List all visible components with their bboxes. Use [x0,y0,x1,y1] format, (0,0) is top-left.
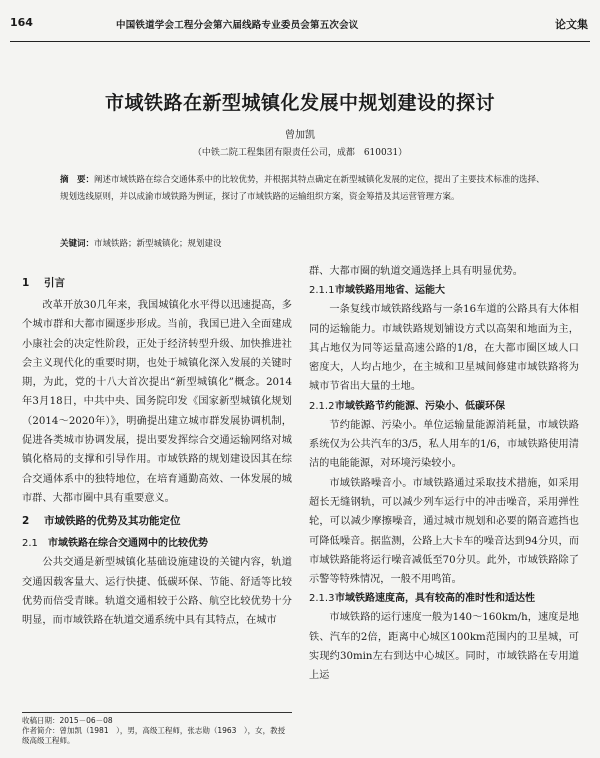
received-date: 收稿日期：2015－06－08 [22,716,113,725]
section-heading: 1 引言 [22,277,65,289]
keywords-label: 关键词： [60,239,95,249]
keywords-text: 市域铁路；新型城镇化；规划建设 [94,239,222,249]
paragraph: 改革开放30几年来，我国城镇化水平得以迅速提高，多个城市群和大都市圈逐步形成。当前，我国已进入全面建成小康社会的决定性阶段，正处于经济转型升级、加快推进社会主义现代化的重要时期，也处于城镇化深入发展的关键时期，为此，党的十八大首次提出“新型城镇化”概念。2014年3月18日，中共中央、国务院印发《国家新型城镇化规划（2014～2020年）》，明确提出建立城市群发展协调机制，促进各类城市协调发展，提出要发挥综合交通运输网络对城镇化格局的支撑和引导作用。市域铁路的规划建设因其在综合交通体系中的独特地位，在培育通勤高效、一体发展的城市群、大都市圈中具有重要意义。 [22,300,292,504]
subsection-heading: 2.1 市域铁路在综合交通网中的比较优势 [22,538,208,550]
abstract [60,172,550,206]
section-label: 论文集 [555,18,588,31]
right-column [309,262,579,686]
paragraph: 公共交通是新型城镇化基础设施建设的关键内容，轨道交通因载客量大、运行快捷、低碳环保、节能、舒适等比较优势而倍受青睐。轨道交通相较于公路、航空比较优势十分明显，而市域铁路在轨道交通系统中具有其特点，在城市 [22,557,292,627]
header-rule [10,41,590,42]
left-column [22,270,292,630]
paragraph: 节约能源、污染小。单位运输量能源消耗量，市域铁路系统仅为公共汽车的3/5，私人用车的1/6，市域铁路使用清洁的电能能源，对环境污染较小。 [309,419,579,470]
conference-name: 中国铁道学会工程分会第六届线路专业委员会第五次会议 [116,20,359,31]
footnote [22,712,292,746]
section-heading: 2 市域铁路的优势及其功能定位 [22,515,181,528]
author: 曾加凯 [285,130,315,141]
keywords [60,236,550,253]
paragraph: 一条复线市域铁路线路与一条16车道的公路具有大体相同的运输能力。市域铁路规划铺设方式以高架和地面为主，其占地仅为同等运量高速公路的1/8，在大都市圈区域人口密度大，人均占地少，在主城和卫星城间修建市域铁路将为城市节省出大量的土地。 [309,304,579,393]
subsection-heading: 2.1.3市域铁路速度高，具有较高的准时性和适达性 [309,593,535,605]
page-number: 164 [10,16,33,29]
paragraph: 市域铁路的运行速度一般为140～160km/h，速度是地铁、汽车的2倍，距离中心城区100km范围内的卫星城，可实现约30min左右到达中心城区。同时，市域铁路在专用道上运 [309,612,579,682]
author-bio: 作者简介：曾加凯（1981 ），男，高级工程师，张志勋（1963 ），女，教授级高级工程师。 [22,726,286,745]
subsection-heading: 2.1.2市域铁路节约能源、污染小、低碳环保 [309,400,505,412]
paragraph: 市域铁路噪音小。市域铁路通过采取技术措施，如采用超长无缝钢轨，可以减少列车运行中的冲击噪音，采用弹性轮，可以减少摩擦噪音，通过城市规划和必要的隔音遮挡也可降低噪音。据监测，公路上大卡车的噪音达到94分贝，而市域铁路能将运行噪音减低至70分贝。此外，市域铁路除了示警等特殊情况，一般不用鸣笛。 [309,477,579,586]
paper-title: 市域铁路在新型城镇化发展中规划建设的探讨 [104,92,495,114]
paragraph: 群、大都市圈的轨道交通选择上具有明显优势。 [309,266,523,277]
abstract-text: 阐述市域铁路在综合交通体系中的比较优势，并根据其特点确定在新型城镇化发展的定位，提出了主要技术标准的选择、规划选线原则，并以成渝市域铁路为例证，探讨了市域铁路的运输组织方案，资金筹措及其运营管理方案。 [60,175,545,202]
abstract-label: 摘 要： [60,175,95,185]
subsection-heading: 2.1.1市域铁路用地省、运能大 [309,285,445,297]
running-header [10,16,590,36]
affiliation: （中铁二院工程集团有限责任公司，成都 610031） [192,148,408,158]
